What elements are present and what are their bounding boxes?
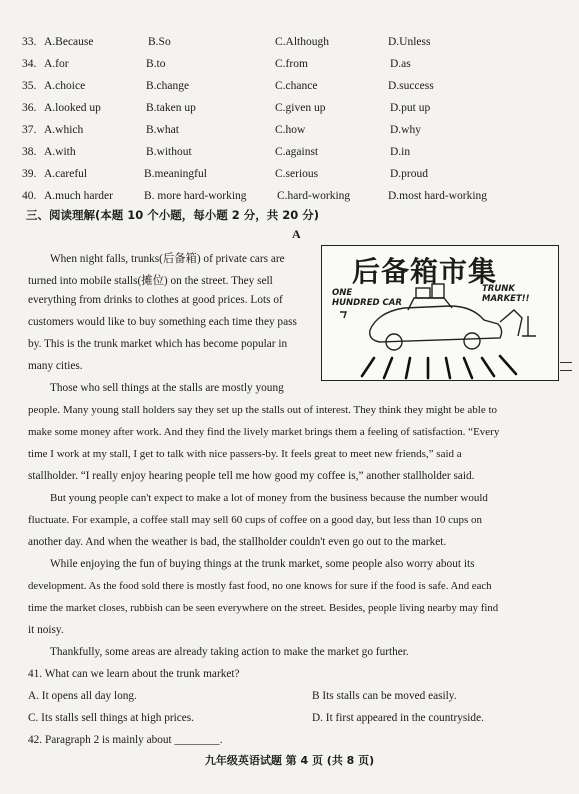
option-c: C.chance bbox=[275, 80, 318, 92]
option-row-39 bbox=[0, 168, 579, 190]
choice-d: D. It first appeared in the countryside. bbox=[312, 712, 484, 724]
choice-c: C. Its stalls sell things at high prices. bbox=[28, 712, 194, 724]
margin-mark bbox=[560, 370, 572, 371]
question-stem: 42. Paragraph 2 is mainly about ________. bbox=[28, 734, 223, 746]
passage-line: fluctuate. For example, a coffee stall may sell 60 cups of coffee on a good day, but less than 10 cups on bbox=[28, 514, 483, 526]
car-drawing-icon bbox=[322, 246, 558, 380]
option-d: D.in bbox=[390, 146, 411, 158]
option-c: C.Although bbox=[275, 36, 329, 48]
passage-line: Thankfully, some areas are already taking action to make the market go further. bbox=[50, 646, 409, 658]
question-number: 33. bbox=[22, 36, 37, 48]
option-c: C.against bbox=[275, 146, 319, 158]
page-footer: 九年级英语试题 第 4 页 (共 8 页) bbox=[204, 754, 375, 767]
choice-a: A. It opens all day long. bbox=[28, 690, 137, 702]
option-a: A.choice bbox=[44, 80, 86, 92]
passage-line: development. As the food sold there is mostly fast food, no one knows for sure if the food is safe. And each bbox=[28, 580, 492, 592]
option-b: B.meaningful bbox=[144, 168, 207, 180]
option-c: C.from bbox=[275, 58, 308, 70]
option-d: D.Unless bbox=[388, 36, 431, 48]
passage-line: another day. And when the weather is bad, the stallholder couldn't even go out to the market. bbox=[28, 536, 447, 548]
option-b: B.taken up bbox=[146, 102, 196, 114]
option-row-33 bbox=[0, 36, 579, 58]
margin-mark bbox=[560, 362, 572, 363]
option-a: A.Because bbox=[44, 36, 94, 48]
passage-line: make some money after work. And they find the lively market brings them a feeling of satisfaction. “Every bbox=[28, 426, 500, 438]
option-d: D.success bbox=[388, 80, 434, 92]
passage-line: stallholder. “I really enjoy hearing people tell me how good my coffee is,” another stallholder said. bbox=[28, 470, 475, 482]
option-a: A.for bbox=[44, 58, 69, 70]
option-row-38 bbox=[0, 146, 579, 168]
passage-label: A bbox=[292, 227, 301, 241]
trunk-market-illustration bbox=[321, 245, 559, 381]
choice-b: B Its stalls can be moved easily. bbox=[312, 690, 457, 702]
option-b: B. more hard-working bbox=[144, 190, 247, 202]
option-a: A.much harder bbox=[44, 190, 113, 202]
option-row-35 bbox=[0, 80, 579, 102]
passage-line: customers would like to buy something each time they pass bbox=[28, 316, 297, 328]
option-d: D.put up bbox=[390, 102, 431, 114]
option-d: D.as bbox=[390, 58, 411, 70]
option-b: B.So bbox=[148, 36, 171, 48]
passage-line: When night falls, trunks(后备箱) of private cars are bbox=[50, 253, 285, 265]
option-row-37 bbox=[0, 124, 579, 146]
section-header: 三、阅读理解(本题 10 个小题，每小题 2 分，共 20 分) bbox=[26, 208, 320, 222]
passage-line: time the market closes, rubbish can be seen everywhere on the street. Besides, people living nearby may find bbox=[28, 602, 499, 614]
passage-line: it noisy. bbox=[28, 624, 64, 636]
passage-line: While enjoying the fun of buying things at the trunk market, some people also worry about its bbox=[50, 558, 475, 570]
option-b: B.change bbox=[146, 80, 190, 92]
option-c: C.how bbox=[275, 124, 306, 136]
question-number: 39. bbox=[22, 168, 37, 180]
passage-line: people. Many young stall holders say they set up the stalls out of interest. They think they might be able to bbox=[28, 404, 498, 416]
option-b: B.to bbox=[146, 58, 166, 70]
option-a: A.looked up bbox=[44, 102, 101, 114]
illustration-label-left: ONE HUNDRED CAR bbox=[332, 288, 402, 308]
option-b: B.what bbox=[146, 124, 179, 136]
question-number: 35. bbox=[22, 80, 37, 92]
question-number: 38. bbox=[22, 146, 37, 158]
illustration-title: 后备箱市集 bbox=[352, 255, 498, 288]
option-a: A.with bbox=[44, 146, 76, 158]
option-c: C.hard-working bbox=[277, 190, 351, 202]
passage-line: everything from drinks to clothes at good prices. Lots of bbox=[28, 294, 283, 306]
passage-line: many cities. bbox=[28, 360, 83, 372]
option-d: D.most hard-working bbox=[388, 190, 488, 202]
option-a: A.which bbox=[44, 124, 84, 136]
option-row-34 bbox=[0, 58, 579, 80]
option-b: B.without bbox=[146, 146, 192, 158]
option-d: D.proud bbox=[390, 168, 429, 180]
question-stem: 41. What can we learn about the trunk market? bbox=[28, 668, 240, 680]
option-c: C.serious bbox=[275, 168, 319, 180]
passage-line: time I work at my stall, I get to talk with nice passers-by. It feels great to meet new friends,” said a bbox=[28, 448, 462, 460]
option-a: A.careful bbox=[44, 168, 88, 180]
option-c: C.given up bbox=[275, 102, 326, 114]
question-number: 37. bbox=[22, 124, 37, 136]
option-row-36 bbox=[0, 102, 579, 124]
passage-line: Those who sell things at the stalls are mostly young bbox=[50, 382, 284, 394]
passage-line: But young people can't expect to make a lot of money from the business because the number would bbox=[50, 492, 488, 504]
question-number: 34. bbox=[22, 58, 37, 70]
question-number: 40. bbox=[22, 190, 37, 202]
passage-line: turned into mobile stalls(摊位) on the street. They sell bbox=[28, 275, 273, 287]
passage-line: by. This is the trunk market which has become popular in bbox=[28, 338, 288, 350]
illustration-label-right: TRUNK MARKET!! bbox=[482, 284, 530, 304]
question-number: 36. bbox=[22, 102, 37, 114]
option-d: D.why bbox=[390, 124, 421, 136]
